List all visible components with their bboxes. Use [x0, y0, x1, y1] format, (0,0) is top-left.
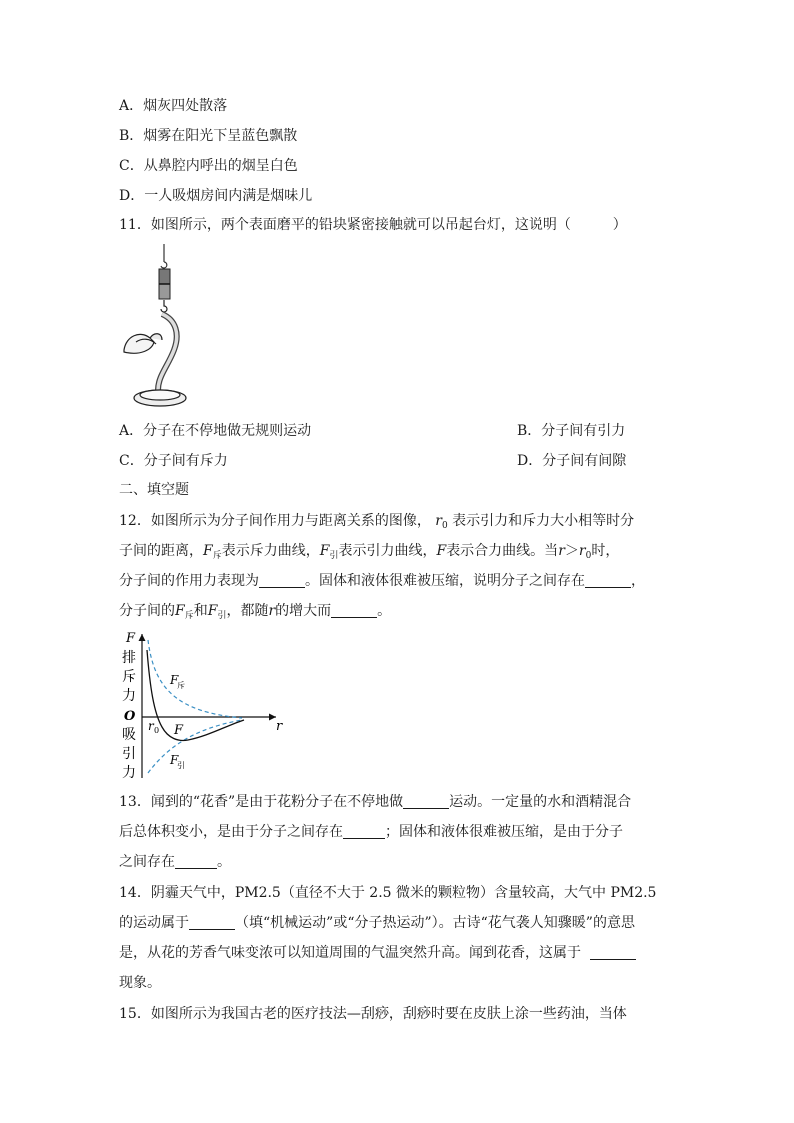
- lamp-hook-icon: [161, 244, 167, 268]
- q11-options-row1: [119, 421, 694, 441]
- q12-blank-1[interactable]: [259, 573, 305, 588]
- q10-option-d: D．一人吸烟房间内满是烟味儿: [119, 188, 313, 204]
- attraction-char-2: 引: [122, 746, 136, 762]
- q12-line1: [119, 511, 694, 536]
- q15-line1: 15．如图所示为我国古老的医疗技法—刮痧，刮痧时要在皮肤上涂一些药油，当体: [119, 1006, 627, 1022]
- q10-option-c: C．从鼻腔内呼出的烟呈白色: [119, 158, 298, 174]
- desk-lamp-figure: [116, 240, 196, 410]
- r0-label-sub: 0: [154, 726, 160, 735]
- q13-blank-2[interactable]: [343, 824, 385, 839]
- q14-line3: [119, 943, 694, 963]
- attraction-char-1: 吸: [122, 727, 136, 743]
- q12-text: 分子间的作用力表现为: [119, 573, 259, 589]
- repulsion-char-2: 斥: [122, 669, 136, 685]
- attraction-char-3: 力: [122, 765, 136, 780]
- q11-option-d: D．分子间有间隙: [517, 453, 627, 469]
- f-att-label-sub: 引: [177, 761, 185, 770]
- f-rep-label-sub: 斥: [177, 681, 185, 690]
- q11-options-row2: [119, 451, 694, 471]
- q14-text: 是，从花的芳香气味变浓可以知道周围的气温突然升高。闻到花香，这属于: [119, 945, 581, 961]
- q12-blank-2[interactable]: [585, 573, 631, 588]
- q12-text: 表示引力曲线，: [338, 543, 437, 559]
- q12-F: F: [436, 543, 447, 559]
- q14-line1: 14．阴霾天气中，PM2.5（直径不大于 2.5 微米的颗粒物）含量较高，大气中 PM2.5: [119, 885, 657, 901]
- q14-text: （填“机械运动”或“分子热运动”）。古诗“花气袭人知骤暖”的意思: [235, 915, 635, 931]
- r0-label: r: [148, 719, 154, 733]
- q13-text: 后总体积变小，是由于分子之间存在: [119, 824, 343, 840]
- f-rep-label: F: [170, 673, 179, 687]
- q12-text: 和: [193, 603, 208, 619]
- q14-text: 的运动属于: [119, 915, 189, 931]
- lead-blocks-icon: [159, 269, 170, 299]
- q13-text: 。: [217, 854, 231, 870]
- q12-text: ，: [631, 573, 645, 589]
- x-axis-label: r: [276, 719, 283, 734]
- q12-text: 表示引力和斥力大小相等时分: [452, 513, 635, 529]
- q12-text: 。: [377, 603, 392, 619]
- q13-blank-3[interactable]: [175, 854, 217, 869]
- q12-text: 12．如图所示为分子间作用力与距离关系的图像，: [119, 513, 431, 529]
- q12-r0: r: [435, 513, 442, 529]
- q13-line3: [119, 852, 694, 872]
- q11-stem: 11．如图所示，两个表面磨平的铅块紧密接触就可以吊起台灯，这说明（ ）: [119, 217, 627, 233]
- q13-line1: [119, 792, 694, 812]
- f-net-label: F: [174, 723, 184, 738]
- q12-r0: r: [578, 543, 586, 559]
- q13-text: ；固体和液体很难被压缩，是由于分子: [385, 824, 623, 840]
- q14-line4: 现象。: [119, 975, 161, 991]
- lamp-icon: [124, 300, 186, 406]
- repulsion-char-3: 力: [122, 688, 136, 704]
- q12-F: F: [319, 543, 330, 559]
- q13-text: 之间存在: [119, 854, 175, 870]
- q12-text: 表示合力曲线。当: [446, 543, 559, 559]
- q12-text: 表示斥力曲线，: [221, 543, 320, 559]
- q13-text: 运动。一定量的水和酒精混合: [449, 794, 632, 810]
- q14-blank-2[interactable]: [590, 945, 636, 960]
- section-title: 二、填空题: [119, 482, 189, 498]
- q13-blank-1[interactable]: [403, 794, 449, 809]
- q12-text: ，都随: [226, 603, 269, 619]
- q12-F: F: [203, 543, 213, 559]
- q11-option-b: B．分子间有引力: [517, 423, 626, 439]
- q13-text: 13．闻到的“花香”是由于花粉分子在不停地做: [119, 794, 404, 810]
- q13-line2: [119, 822, 694, 842]
- y-axis-label: F: [126, 631, 136, 646]
- q12-r0-sub: 0: [441, 521, 448, 531]
- q12-text: 的增大而: [275, 603, 332, 619]
- q12-line4: [119, 601, 694, 626]
- q12-line3: [119, 571, 694, 591]
- q12-sub-chi: 斥: [184, 611, 194, 621]
- q11-option-a: A．分子在不停地做无规则运动: [119, 423, 312, 439]
- net-force-curve: [147, 650, 244, 740]
- repulsion-char-1: 排: [122, 650, 136, 666]
- force-distance-graph: [116, 628, 296, 780]
- q12-text: 时，: [591, 543, 620, 559]
- repulsion-curve: [148, 640, 242, 718]
- q14-line2: [119, 913, 694, 933]
- q12-F: F: [175, 603, 185, 619]
- q14-blank-1[interactable]: [189, 915, 235, 930]
- q12-blank-3[interactable]: [331, 603, 377, 618]
- q10-option-a: A．烟灰四处散落: [119, 98, 228, 114]
- q10-option-b: B．烟雾在阳光下呈蓝色飘散: [119, 128, 298, 144]
- q12-sub-yin: 引: [217, 611, 227, 621]
- q12-gt: ＞: [564, 543, 579, 559]
- q12-line2: [119, 541, 694, 566]
- q12-text: 分子间的: [119, 603, 175, 619]
- q12-text: 子间的距离，: [119, 543, 203, 559]
- q12-text: 。固体和液体很难被压缩，说明分子之间存在: [305, 573, 585, 589]
- q12-r: r: [268, 603, 276, 619]
- q11-option-c: C．分子间有斥力: [119, 453, 228, 469]
- q12-sub-chi: 斥: [212, 551, 222, 561]
- q12-sub-yin: 引: [329, 551, 339, 561]
- f-att-label: F: [170, 753, 179, 767]
- origin-label: O: [124, 709, 136, 724]
- q12-F: F: [207, 603, 218, 619]
- q12-r0-sub: 0: [585, 551, 592, 561]
- q12-r: r: [558, 543, 565, 559]
